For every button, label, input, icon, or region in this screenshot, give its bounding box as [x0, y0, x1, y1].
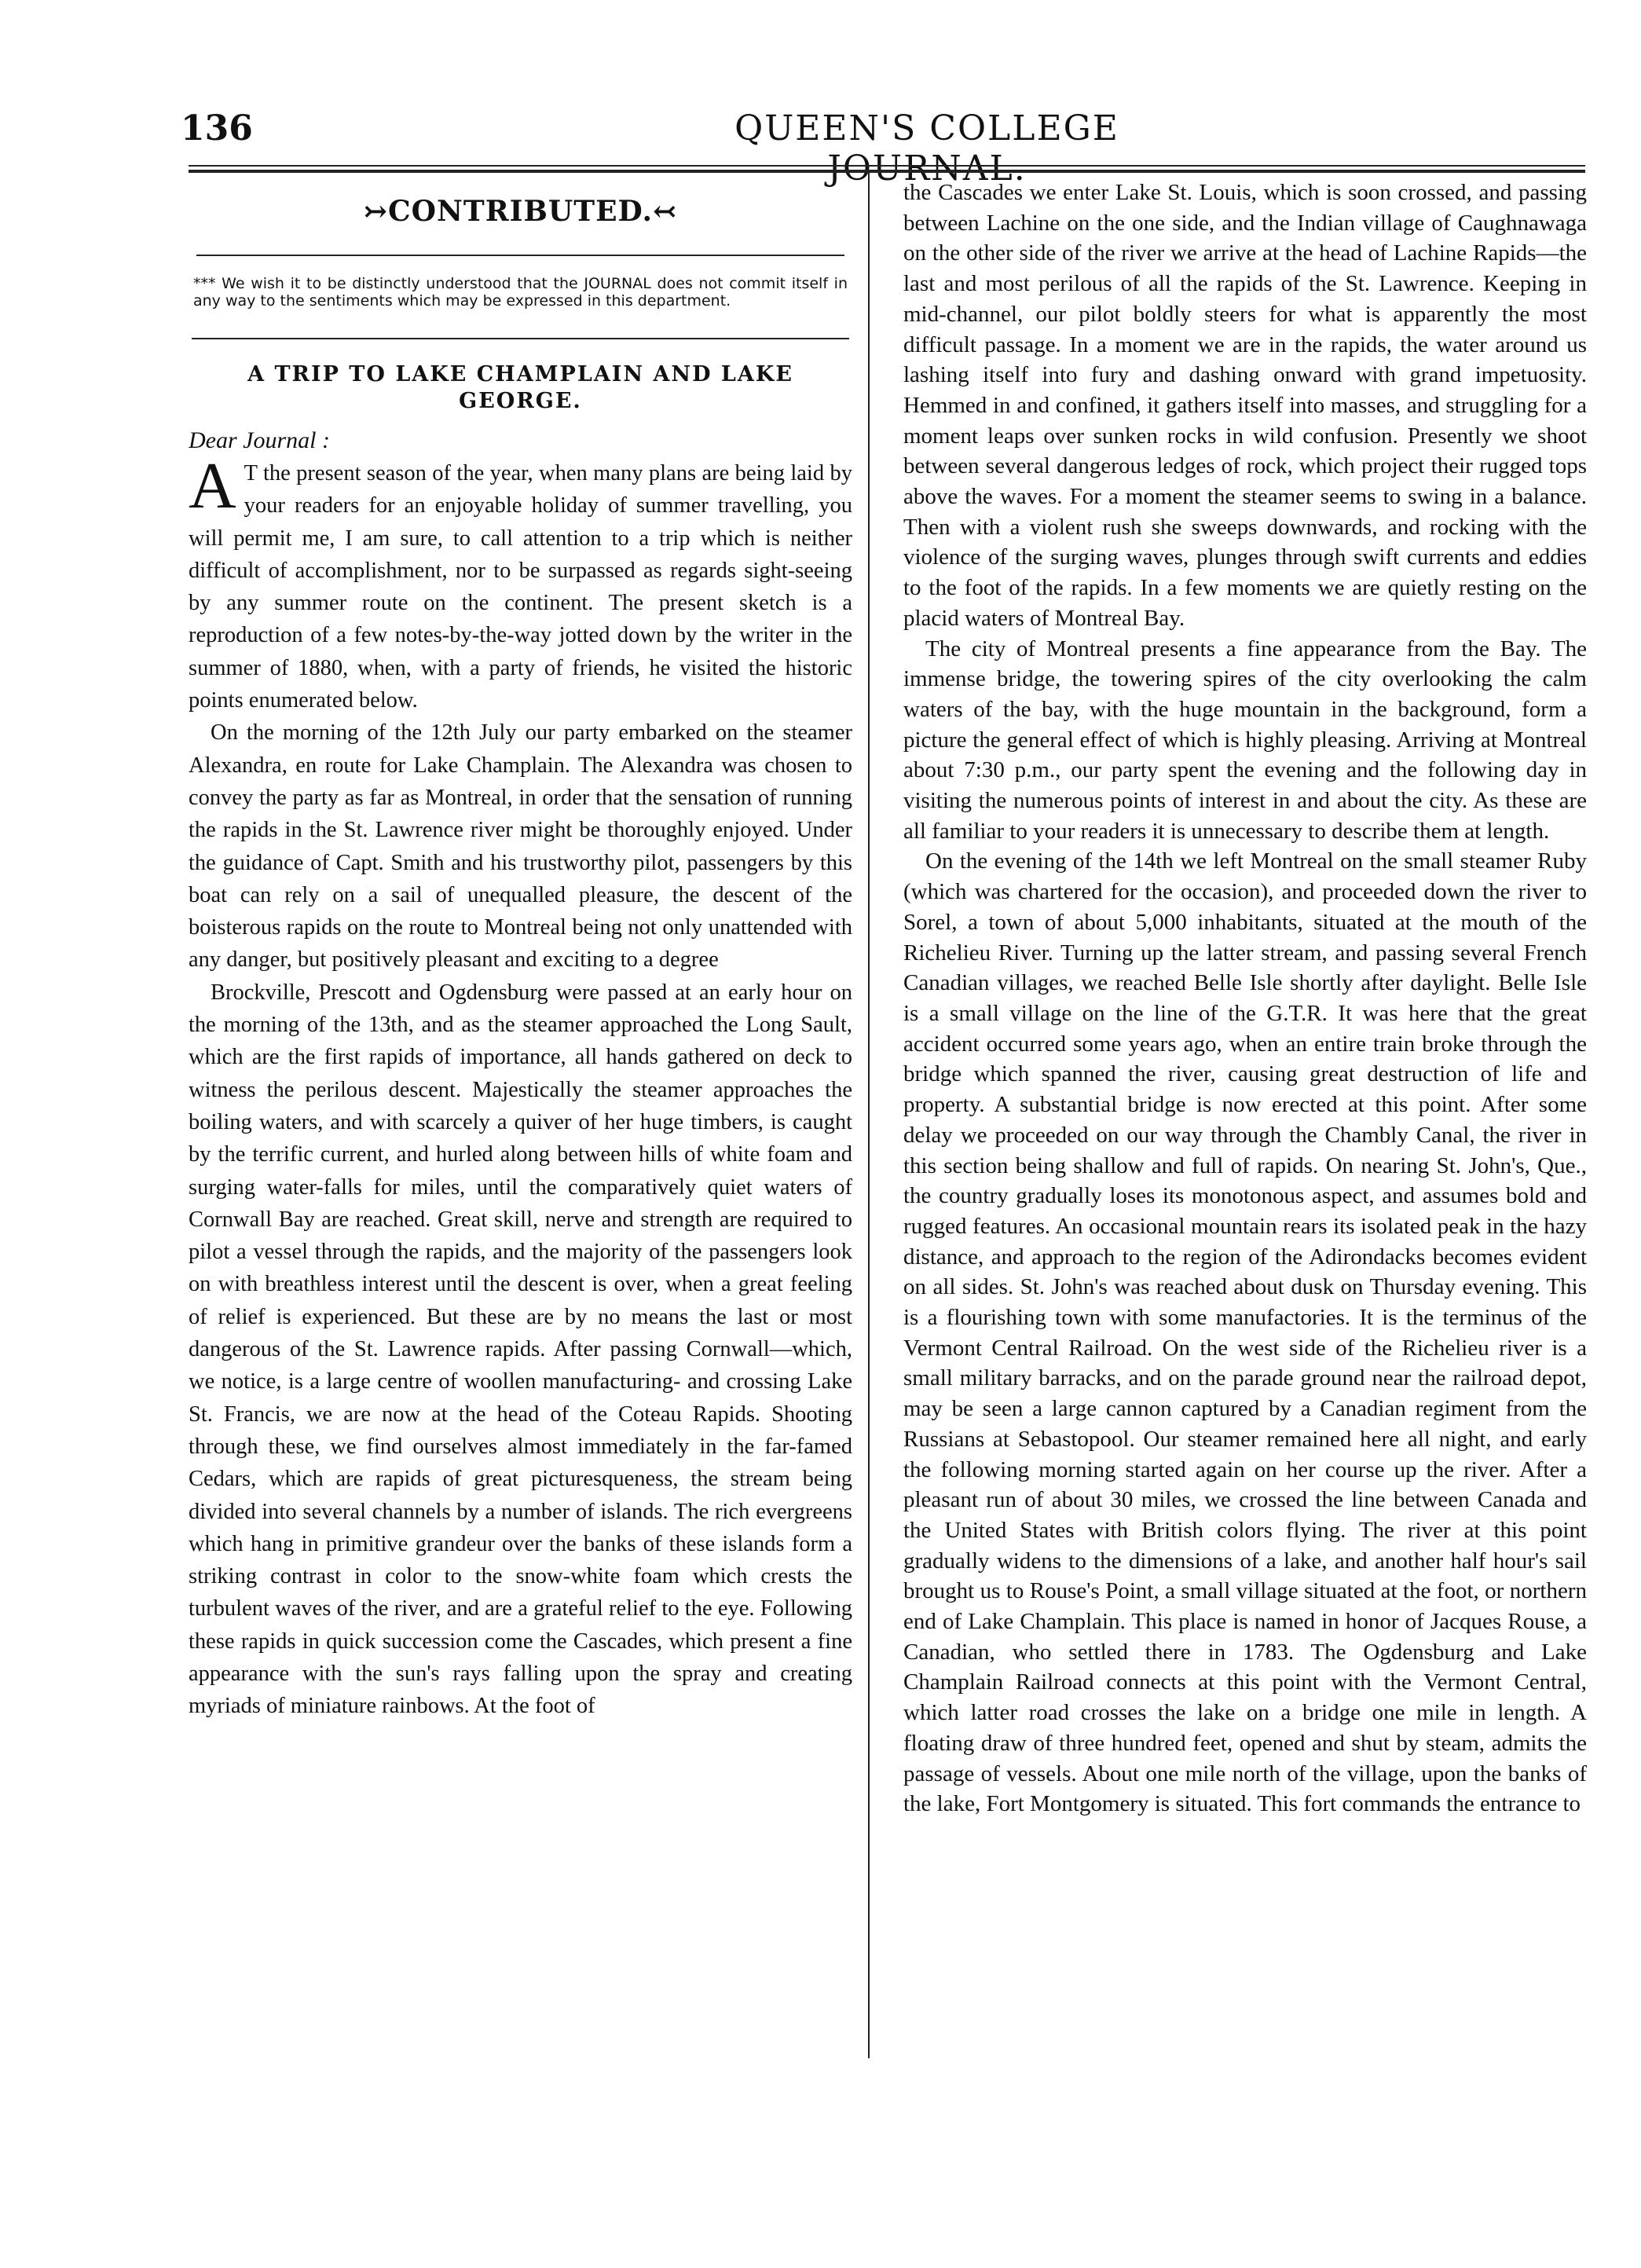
- paragraph: On the morning of the 12th July our party embarked on the steamer Alexandra, en route for Lake Champlain. The Alexandra was chosen to convey the party as far as Montreal, in order that the sensation of running the rapids in the St. Lawrence river might be thoroughly enjoyed. Under the guidance of Capt. Smith and his trustworthy pilot, passengers by this boat can rely on a sail of unequalled pleasure, the descent of the boisterous rapids on the route to Montreal being not only unattended with any danger, but positively pleasant and exciting to a degree: [189, 720, 852, 973]
- paragraph: Brockville, Prescott and Ogdensburg were passed at an early hour on the morning of the 13th, and as the steamer approached the Long Sault, which are the first rapids of importance, all hands gathered on deck to witness the perilous descent. Majestically the steamer approaches the boiling waters, and with scarcely a quiver of her huge timbers, is caught by the terrific current, and hurled along between hills of white foam and surging water-falls for miles, until the comparatively quiet waters of Cornwall Bay are reached. Great skill, nerve and strength are required to pilot a vessel through the rapids, and the majority of the passengers look on with breathless interest until the descent is over, when a great feeling of relief is experienced. But these are by no means the last or most dangerous of the St. Lawrence rapids. After passing Cornwall—which, we notice, is a large centre of woollen manufacturing- and crossing Lake St. Francis, we are now at the head of the Coteau Rapids. Shooting through these, we find ourselves almost immediately in the far-famed Cedars, which are rapids of great picturesqueness, the stream being divided into several channels by a number of islands. The rich evergreens which hang in primitive grandeur over the banks of these islands form a striking contrast in color to the snow-white foam which crests the turbulent waves of the river, and are a grateful relief to the eye. Following these rapids in quick succession come the Cascades, which present a fine appearance with the sun's rays falling upon the spray and creating myriads of miniature rainbows. At the foot of: [189, 980, 852, 1719]
- header-rule-top: [189, 165, 1585, 167]
- column-divider: [868, 170, 870, 2058]
- paragraph: On the evening of the 14th we left Montreal on the small steamer Ruby (which was chartered for the occasion), and proceeded down the river to Sorel, a town of about 5,000 inhabitants, situated at the mouth of the Richelieu River. Turning up the latter stream, and passing several French Canadian villages, we reached Belle Isle shortly after daylight. Belle Isle is a small village on the line of the G.T.R. It was here that the great accident occurred some years ago, when an entire train broke through the bridge which spanned the river, causing great destruction of life and property. A substantial bridge is now erected at this point. After some delay we proceeded on our way through the Chambly Canal, the river in this section being shallow and full of rapids. On nearing St. John's, Que., the country gradually loses its monotonous aspect, and assumes bold and rugged features. An occasional mountain rears its isolated peak in the hazy distance, and approach to the region of the Adirondacks becomes evident on all sides. St. John's was reached about dusk on Thursday evening. This is a flourishing town with some manufactories. It is the terminus of the Vermont Central Railroad. On the west side of the Richelieu river is a small military barracks, and on the parade ground near the railroad depot, may be seen a large cannon captured by a Canadian regiment from the Russians at Sebastopool. Our steamer remained here all night, and early the following morning started again on her course up the river. After a pleasant run of about 30 miles, we crossed the line between Canada and the United States with British colors flying. The river at this point gradually widens to the dimensions of a lake, and another half hour's sail brought us to Rouse's Point, a small village situated at the foot, or northern end of Lake Champlain. This place is named in honor of Jacques Rouse, a Canadian, who settled there in 1783. The Ogdensburg and Lake Champlain Railroad connects at this point with the Vermont Central, which latter road crosses the lake on a bridge one mile in length. A floating draw of three hundred feet, opened and shut by steam, admits the passage of vessels. About one mile north of the village, upon the banks of the lake, Fort Montgomery is situated. This fort commands the entrance to: [903, 848, 1587, 1817]
- right-column: [903, 178, 1587, 2063]
- paragraph: The city of Montreal presents a fine appearance from the Bay. The immense bridge, the towering spires of the city overlooking the calm waters of the bay, with the huge mountain in the background, form a picture the general effect of which is highly pleasing. Arriving at Montreal about 7:30 p.m., our party spent the evening and the following day in visiting the numerous points of interest in and about the city. As these are all familiar to your readers it is unnecessary to describe them at length.: [903, 636, 1587, 844]
- section-title: ↣CONTRIBUTED.↢: [363, 195, 678, 228]
- salutation: Dear Journal :: [189, 427, 330, 453]
- running-head: QUEEN'S COLLEGE JOURNAL.: [734, 108, 1119, 189]
- section-rule: [196, 255, 844, 256]
- article-title: A TRIP TO LAKE CHAMPLAIN AND LAKE GEORGE.: [247, 362, 793, 413]
- page-number: 136: [181, 108, 253, 148]
- left-column: [189, 178, 852, 2047]
- paragraph: the Cascades we enter Lake St. Louis, which is soon crossed, and passing between Lachine on the one side, and the Indian village of Caughnawaga on the other side of the river we arrive at the head of Lachine Rapids—the last and most perilous of all the rapids of the St. Lawrence. Keeping in mid-channel, our pilot boldly steers for what is apparently the most difficult passage. In a moment we are in the rapids, the water around us lashing itself into fury and dashing onward with grand impetuosity. Hemmed in and confined, it gathers itself into masses, and struggling for a moment leaps over sunken rocks in wild confusion. Presently we shoot between several dangerous ledges of rock, which project their rugged tops above the waves. For a moment the steamer seems to swing in a balance. Then with a violent rush she sweeps downwards, and rocking with the violence of the surging waves, plunges through swift currents and eddies to the foot of the rapids. In a few moments we are quietly resting on the placid waters of Montreal Bay.: [903, 180, 1587, 631]
- paragraph-text: T the present season of the year, when many plans are being laid by your readers for an enjoyable holiday of summer travelling, you will permit me, I am sure, to call attention to a trip which is neither difficult of accomplishment, nor to be surpassed as regards sight-seeing by any summer route on the continent. The present sketch is a reproduction of a few notes-by-the-way jotted down by the writer in the summer of 1880, when, with a party of friends, he visited the historic points enumerated below.: [189, 461, 852, 713]
- drop-cap: A: [189, 449, 236, 522]
- header-rule-bottom: [189, 170, 1585, 173]
- paragraph: [189, 449, 852, 716]
- disclaimer-rule: [192, 338, 849, 339]
- editorial-disclaimer: *** We wish it to be distinctly understood that the JOURNAL does not commit itself in any way to the sentiments which may be expressed in this department.: [193, 275, 848, 310]
- page-header: [181, 104, 1595, 189]
